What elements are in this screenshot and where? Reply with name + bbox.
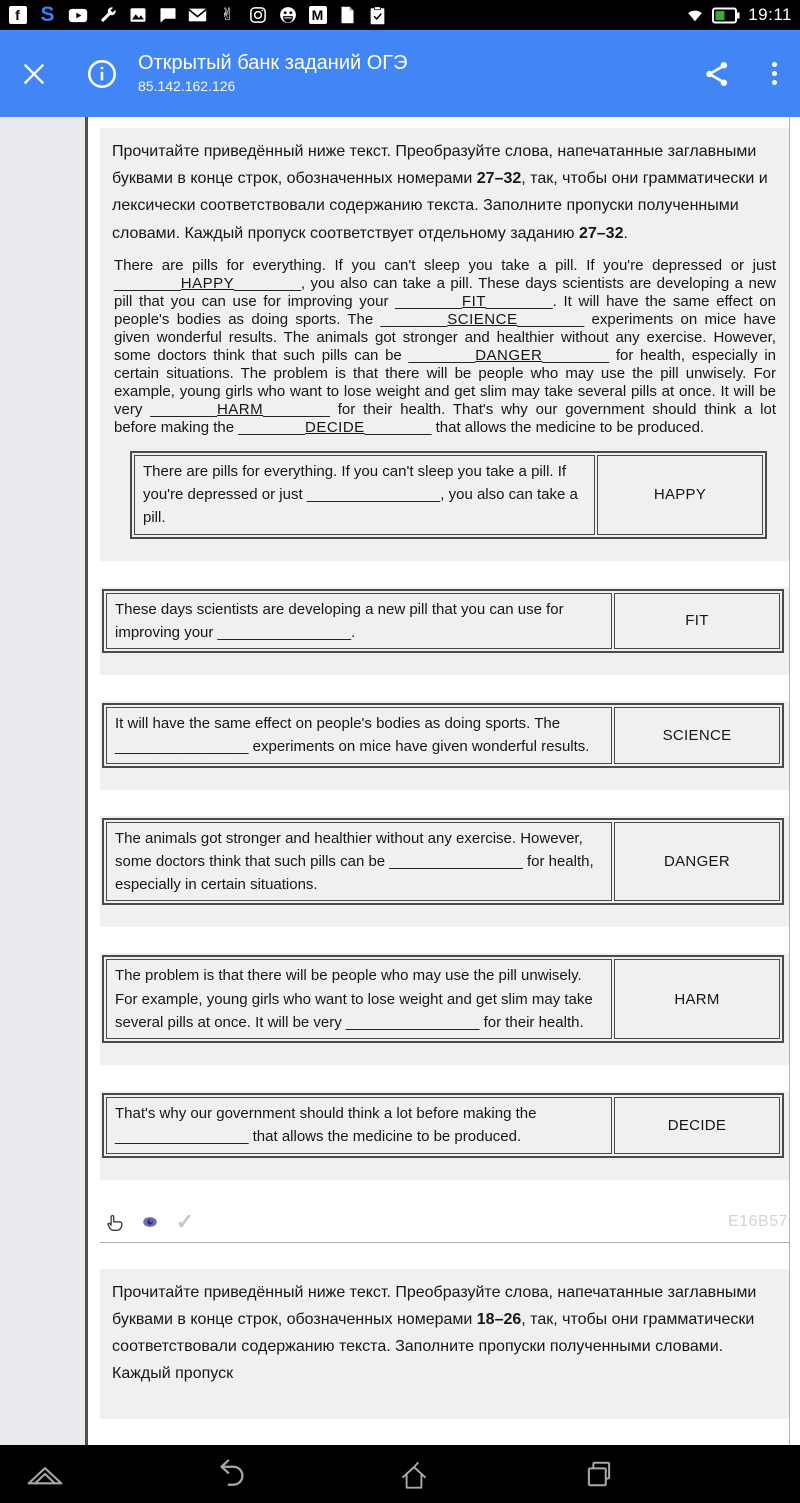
- smiley-icon: [278, 6, 297, 25]
- task-footer: [100, 1206, 790, 1238]
- hide-navbar-icon[interactable]: [22, 1452, 68, 1496]
- youtube-icon: [68, 6, 87, 25]
- question-blocks: [100, 587, 790, 1180]
- recents-icon[interactable]: [576, 1452, 622, 1496]
- table-row: [106, 593, 780, 650]
- share-icon[interactable]: [694, 51, 740, 97]
- wifi-icon: [685, 6, 704, 25]
- instagram-icon: [248, 6, 267, 25]
- close-button[interactable]: [6, 46, 62, 102]
- question-sentence: These days scientists are developing a new pill that you can use for improving your ________________.: [106, 593, 612, 650]
- webview-page[interactable]: [88, 117, 800, 1445]
- eye-icon[interactable]: [137, 1209, 163, 1235]
- instruction-text: Прочитайте приведённый ниже текст. Преобразуйте слова, напечатанные заглавными буквами в конце строк, обозначенных номерами 27–32, так, чтобы они грамматически и лексически соответствовали содержанию текста. Заполните пропуски полученными словами. Каждый пропуск соответствует отдельному заданию 27–32.: [112, 143, 768, 242]
- check-icon[interactable]: ✓: [172, 1209, 198, 1235]
- question-table: [102, 955, 784, 1043]
- clipboard-icon: [368, 6, 387, 25]
- status-bar-indicators: [685, 5, 792, 25]
- question-word: HAPPY: [597, 455, 763, 535]
- clock: 19:11: [748, 5, 792, 24]
- question-word: DANGER: [614, 822, 780, 902]
- question-word: DECIDE: [614, 1097, 780, 1154]
- facebook-icon: f: [8, 6, 27, 25]
- home-icon[interactable]: [391, 1452, 437, 1496]
- app-header: [0, 30, 800, 117]
- peace-hand-icon: ✌: [220, 5, 235, 24]
- question-block: [100, 816, 790, 928]
- question-block: [100, 953, 790, 1065]
- question-block: [100, 587, 790, 676]
- question-block: [100, 1091, 790, 1180]
- page-gutter: [0, 117, 88, 1445]
- email-icon: [188, 6, 207, 25]
- instruction-text-2: Прочитайте приведённый ниже текст. Преобразуйте слова, напечатанные заглавными буквами в конце строк, обозначенных номерами 18–26, так, чтобы они грамматически соответствовали содержанию текста. Заполните пропуски полученными словами. Каждый пропуск: [112, 1283, 757, 1383]
- question-table: [102, 703, 784, 768]
- skype-icon: S: [40, 3, 55, 26]
- exercise-1: [100, 128, 790, 1243]
- webview-content: [0, 117, 800, 1445]
- exercise-2-intro: [100, 1269, 790, 1420]
- gmail-icon: M: [308, 6, 327, 25]
- task-intro-block: [100, 128, 790, 561]
- status-bar: [0, 0, 800, 30]
- question-table: [102, 818, 784, 906]
- back-icon[interactable]: [207, 1452, 253, 1496]
- messages-icon: [158, 6, 177, 25]
- table-row: [134, 455, 763, 535]
- wrench-icon: [98, 6, 117, 25]
- table-row: [106, 959, 780, 1039]
- passage-gap-word: ________SCIENCE________: [380, 310, 585, 328]
- question-sentence: The problem is that there will be people who may use the pill unwisely. For example, young girls who want to lose weight and get slim may take several pills at once. It will be very ________________ for their health.: [106, 959, 612, 1039]
- info-icon[interactable]: [80, 52, 124, 96]
- question-sentence: There are pills for everything. If you can't sleep you take a pill. If you're depressed or just ________________, you also can take a pill.: [134, 455, 595, 535]
- overflow-menu-icon[interactable]: [756, 51, 792, 97]
- question-sentence: It will have the same effect on people's bodies as doing sports. The ________________ experiments on mice have given wonderful results.: [106, 707, 612, 764]
- passage-gap-word: ________FIT________: [395, 292, 553, 310]
- question-block: [100, 701, 790, 790]
- table-row: [106, 707, 780, 764]
- page-url: 85.142.162.126: [138, 78, 236, 95]
- task-code: E16B57: [728, 1212, 788, 1230]
- status-bar-app-icons: [8, 3, 685, 26]
- question-word: SCIENCE: [614, 707, 780, 764]
- question-sentence: That's why our government should think a lot before making the ________________ that allows the medicine to be produced.: [106, 1097, 612, 1154]
- header-titles: [138, 51, 694, 96]
- question-table: [102, 589, 784, 654]
- passage-gap-word: ________DECIDE________: [238, 418, 432, 436]
- passage-gap-word: ________HARM________: [150, 400, 330, 418]
- question-table: [102, 1093, 784, 1158]
- question-word: FIT: [614, 593, 780, 650]
- passage-gap-word: ________HAPPY________: [114, 274, 301, 292]
- navigation-bar: [0, 1445, 800, 1503]
- passage-text: There are pills for everything. If you can't sleep you take a pill. If you're depressed or just ________HAPPY________, you also can take a pill. These days scientists are developing a new pill that you can use for improving your ________FIT________. It will have the same effect on people's bodies as doing sports. The ________SCIENCE________ experiments on mice have given wonderful results. The animals got stronger and healthier without any exercise. However, some doctors think that such pills can be ________DANGER________ for health, especially in certain situations. The problem is that there will be people who may use the pill unwisely. For example, young girls who want to lose weight and get slim may take several pills at once. It will be very ________HARM________ for their health. That's why our government should think a lot before making the ________DECIDE________ that allows the medicine to be produced.: [114, 256, 776, 436]
- page-title: Открытый банк заданий ОГЭ: [138, 52, 408, 75]
- question-table: [130, 451, 767, 539]
- hand-pointer-icon[interactable]: [102, 1209, 128, 1235]
- battery-icon: [712, 6, 740, 25]
- question-sentence: The animals got stronger and healthier without any exercise. However, some doctors think that such pills can be ________________ for health, especially in certain situations.: [106, 822, 612, 902]
- table-row: [106, 1097, 780, 1154]
- document-icon: [338, 6, 357, 25]
- passage-gap-word: ________DANGER________: [408, 346, 610, 364]
- table-row: [106, 822, 780, 902]
- gallery-icon: [128, 6, 147, 25]
- exercise-divider: [100, 1242, 790, 1243]
- question-word: HARM: [614, 959, 780, 1039]
